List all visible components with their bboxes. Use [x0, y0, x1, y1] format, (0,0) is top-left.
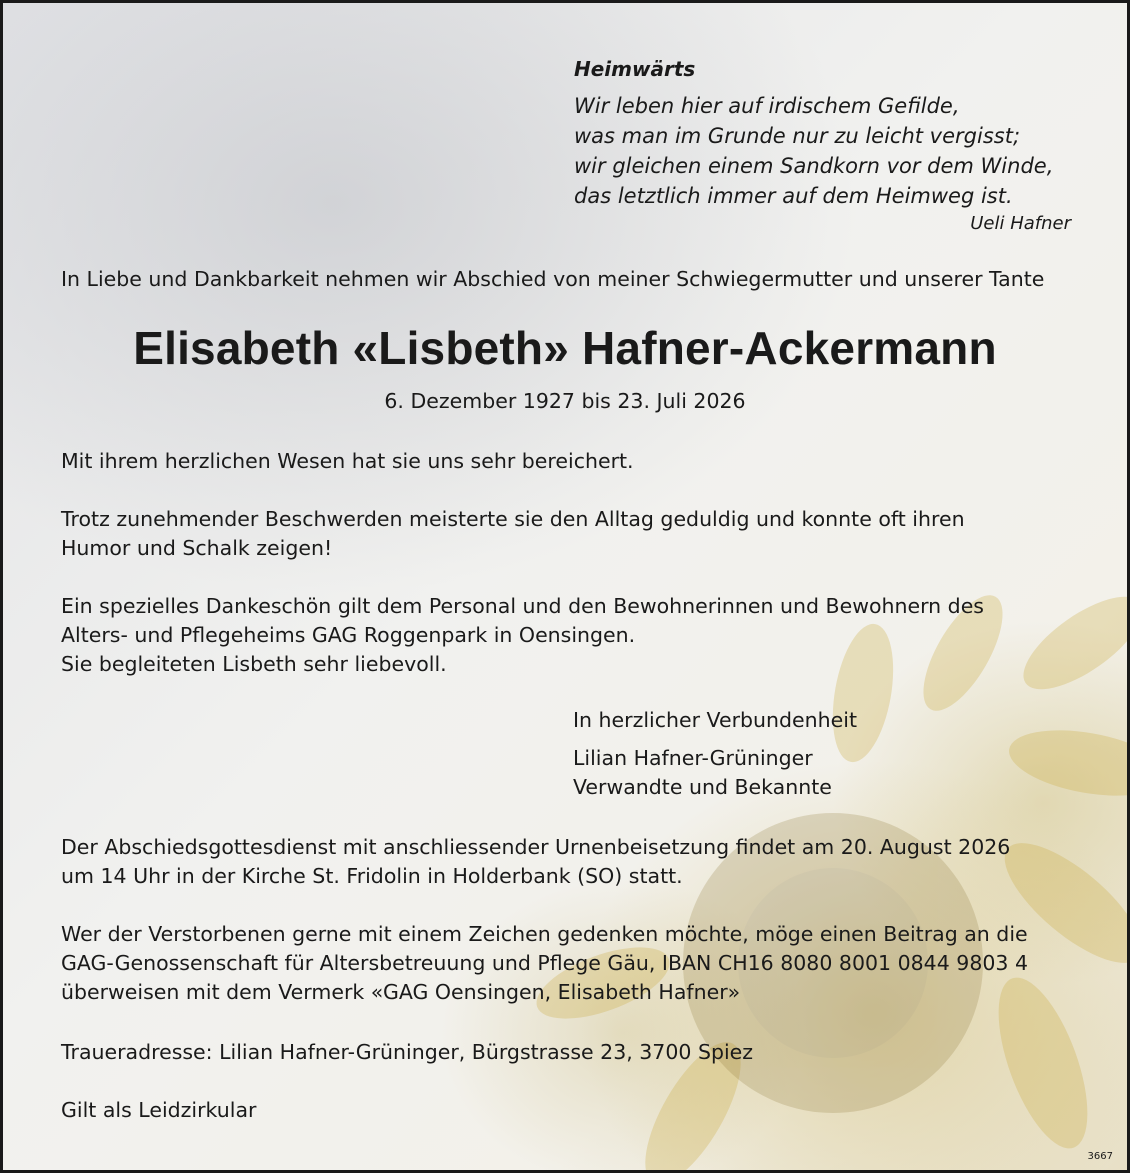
paragraph-line: um 14 Uhr in der Kirche St. Fridolin in Holderbank (SO) statt. [61, 864, 683, 888]
signature-name: Lilian Hafner-Grüninger [573, 746, 813, 770]
paragraph-line: Ein spezielles Dankeschön gilt dem Personal und den Bewohnerinnen und Bewohnern des [61, 594, 984, 618]
paragraph-line: GAG-Genossenschaft für Altersbetreuung und Pflege Gäu, IBAN CH16 8080 8001 0844 9803 4 [61, 951, 1029, 975]
poem-title: Heimwärts [574, 57, 696, 81]
life-dates: 6. Dezember 1927 bis 23. Juli 2026 [384, 389, 746, 413]
poem-line: was man im Grunde nur zu leicht vergisst; [574, 124, 1021, 148]
poem-line: Wir leben hier auf irdischem Gefilde, [574, 94, 960, 118]
poem-line: das letztlich immer auf dem Heimweg ist. [574, 184, 1013, 208]
paragraph-line: Sie begleiteten Lisbeth sehr liebevoll. [61, 652, 447, 676]
body-paragraph [61, 505, 965, 563]
service-info [61, 833, 1010, 891]
mourning-address: Traueradresse: Lilian Hafner-Grüninger, Bürgstrasse 23, 3700 Spiez [61, 1040, 754, 1064]
circular-note: Gilt als Leidzirkular [61, 1098, 257, 1122]
poem-line: wir gleichen einem Sandkorn vor dem Winde, [574, 154, 1054, 178]
poem-author: Ueli Hafner [970, 213, 1071, 234]
body-paragraph [61, 447, 634, 476]
signature-greeting: In herzlicher Verbundenheit [573, 708, 857, 732]
paragraph-line: Humor und Schalk zeigen! [61, 536, 333, 560]
intro-text: In Liebe und Dankbarkeit nehmen wir Abschied von meiner Schwiegermutter und unserer Tante [61, 267, 1045, 291]
paragraph-line: überweisen mit dem Vermerk «GAG Oensingen, Elisabeth Hafner» [61, 980, 741, 1004]
donation-info [61, 920, 1028, 1007]
paragraph-line: Wer der Verstorbenen gerne mit einem Zeichen gedenken möchte, möge einen Beitrag an die [61, 922, 1028, 946]
paragraph-line: Alters- und Pflegeheims GAG Roggenpark in Oensingen. [61, 623, 636, 647]
deceased-name: Elisabeth «Lisbeth» Hafner-Ackermann [133, 322, 997, 374]
reference-number: 3667 [1087, 1151, 1113, 1162]
signature-name: Verwandte und Bekannte [573, 775, 832, 799]
body-paragraph [61, 592, 984, 679]
paragraph-line: Der Abschiedsgottesdienst mit anschliessender Urnenbeisetzung findet am 20. August 2026 [61, 835, 1011, 859]
paragraph-line: Trotz zunehmender Beschwerden meisterte sie den Alltag geduldig und konnte oft ihren [61, 507, 965, 531]
paragraph-line: Mit ihrem herzlichen Wesen hat sie uns sehr bereichert. [61, 449, 634, 473]
poem-text [574, 91, 1053, 211]
